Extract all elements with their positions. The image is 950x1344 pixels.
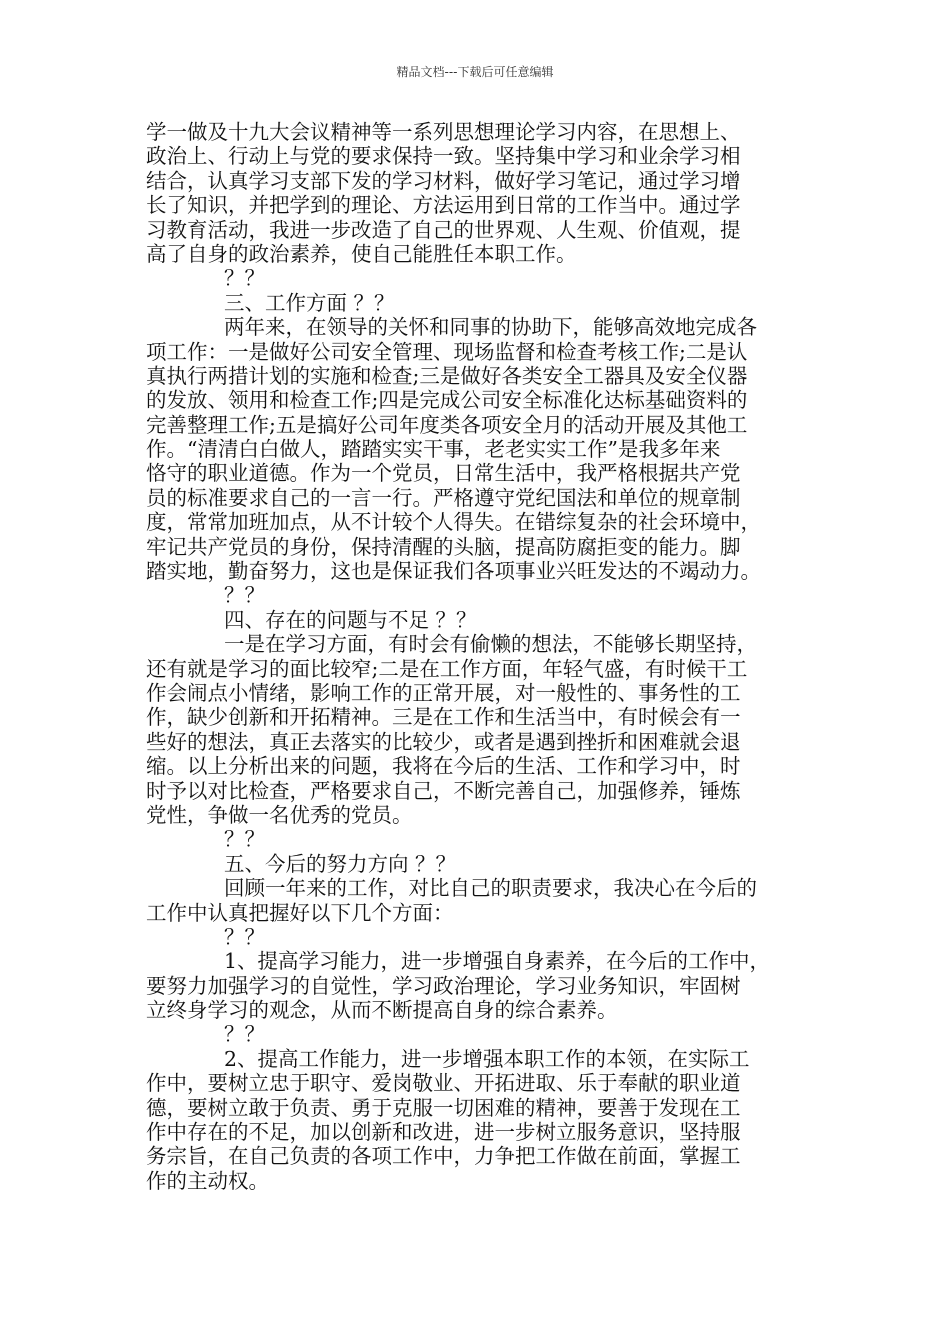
- text-line: 员的标准要求自己的一言一行。严格遵守党纪国法和单位的规章制: [146, 485, 741, 510]
- text-line: 政治上、行动上与党的要求保持一致。坚持集中学习和业余学习相: [146, 144, 741, 169]
- text-line: 长了知识，并把学到的理论、方法运用到日常的工作当中。通过学: [146, 193, 741, 218]
- text-line: 真执行两措计划的实施和检查;三是做好各类安全工器具及安全仪器: [146, 363, 748, 388]
- text-line: 工作中认真把握好以下几个方面：: [146, 900, 454, 925]
- text-line: 完善整理工作;五是搞好公司年度类各项安全月的活动开展及其他工: [146, 412, 748, 437]
- text-line: 德，要树立敢于负责、勇于克服一切困难的精神，要善于发现在工: [146, 1095, 741, 1120]
- text-line: ？？: [224, 1022, 265, 1047]
- text-line: 要努力加强学习的自觉性，学习政治理论，学习业务知识，牢固树: [146, 973, 741, 998]
- text-line: 时予以对比检查，严格要求自己，不断完善自己，加强修养，锤炼: [146, 778, 741, 803]
- text-line: 些好的想法，真正去落实的比较少，或者是遇到挫折和困难就会退: [146, 729, 741, 754]
- text-line: 高了自身的政治素养，使自己能胜任本职工作。: [146, 241, 577, 266]
- text-line: 习教育活动，我进一步改造了自己的世界观、人生观、价值观，提: [146, 217, 741, 242]
- text-line: 立终身学习的观念，从而不断提高自身的综合素养。: [146, 998, 618, 1023]
- text-line: 缩。以上分析出来的问题，我将在今后的生活、工作和学习中，时: [146, 754, 741, 779]
- text-line: 一是在学习方面，有时会有偷懒的想法，不能够长期坚持，: [224, 632, 757, 657]
- text-line: 作。“清清白白做人，踏踏实实干事，老老实实工作”是我多年来: [146, 437, 721, 462]
- text-line: 结合，认真学习支部下发的学习材料，做好学习笔记，通过学习增: [146, 168, 741, 193]
- text-line: 五、今后的努力方向 ？？: [224, 851, 457, 876]
- text-line: 作，缺少创新和开拓精神。三是在工作和生活当中，有时候会有一: [146, 705, 741, 730]
- text-line: 回顾一年来的工作，对比自己的职责要求，我决心在今后的: [224, 876, 757, 901]
- text-line: 项工作：一是做好公司安全管理、现场监督和检查考核工作;二是认: [146, 339, 748, 364]
- text-line: ？？: [224, 266, 265, 291]
- text-line: 牢记共产党员的身份，保持清醒的头脑，提高防腐拒变的能力。脚: [146, 534, 741, 559]
- text-line: 作的主动权。: [146, 1168, 269, 1193]
- text-line: 踏实地，勤奋努力，这也是保证我们各项事业兴旺发达的不竭动力。: [146, 559, 761, 584]
- text-line: 1、提高学习能力，进一步增强自身素养，在今后的工作中，: [224, 949, 771, 974]
- text-line: 两年来，在领导的关怀和同事的协助下，能够高效地完成各: [224, 315, 757, 340]
- text-line: 作中存在的不足，加以创新和改进，进一步树立服务意识，坚持服: [146, 1120, 741, 1145]
- text-line: 三、工作方面 ？？: [224, 290, 395, 315]
- text-line: 四、存在的问题与不足 ？？: [224, 607, 477, 632]
- document-body: [146, 120, 808, 1193]
- text-line: 度，常常加班加点，从不计较个人得失。在错综复杂的社会环境中，: [146, 510, 761, 535]
- text-line: 作会闹点小情绪，影响工作的正常开展，对一般性的、事务性的工: [146, 680, 741, 705]
- text-line: ？？: [224, 827, 265, 852]
- text-line: 务宗旨，在自己负责的各项工作中，力争把工作做在前面，掌握工: [146, 1144, 741, 1169]
- text-line: 作中，要树立忠于职守、爱岗敬业、开拓进取、乐于奉献的职业道: [146, 1071, 741, 1096]
- text-line: ？？: [224, 583, 265, 608]
- text-line: 还有就是学习的面比较窄;二是在工作方面，年轻气盛，有时候干工: [146, 656, 748, 681]
- text-line: 党性，争做一名优秀的党员。: [146, 802, 413, 827]
- text-line: 学一做及十九大会议精神等一系列思想理论学习内容，在思想上、: [146, 120, 741, 144]
- text-line: 恪守的职业道德。作为一个党员，日常生活中，我严格根据共产党: [146, 461, 741, 486]
- page-header: 精品文档---下载后可任意编辑: [396, 65, 554, 79]
- text-line: ？？: [224, 924, 265, 949]
- text-line: 的发放、领用和检查工作;四是完成公司安全标准化达标基础资料的: [146, 388, 748, 413]
- text-line: 2、提高工作能力，进一步增强本职工作的本领，在实际工: [224, 1046, 750, 1071]
